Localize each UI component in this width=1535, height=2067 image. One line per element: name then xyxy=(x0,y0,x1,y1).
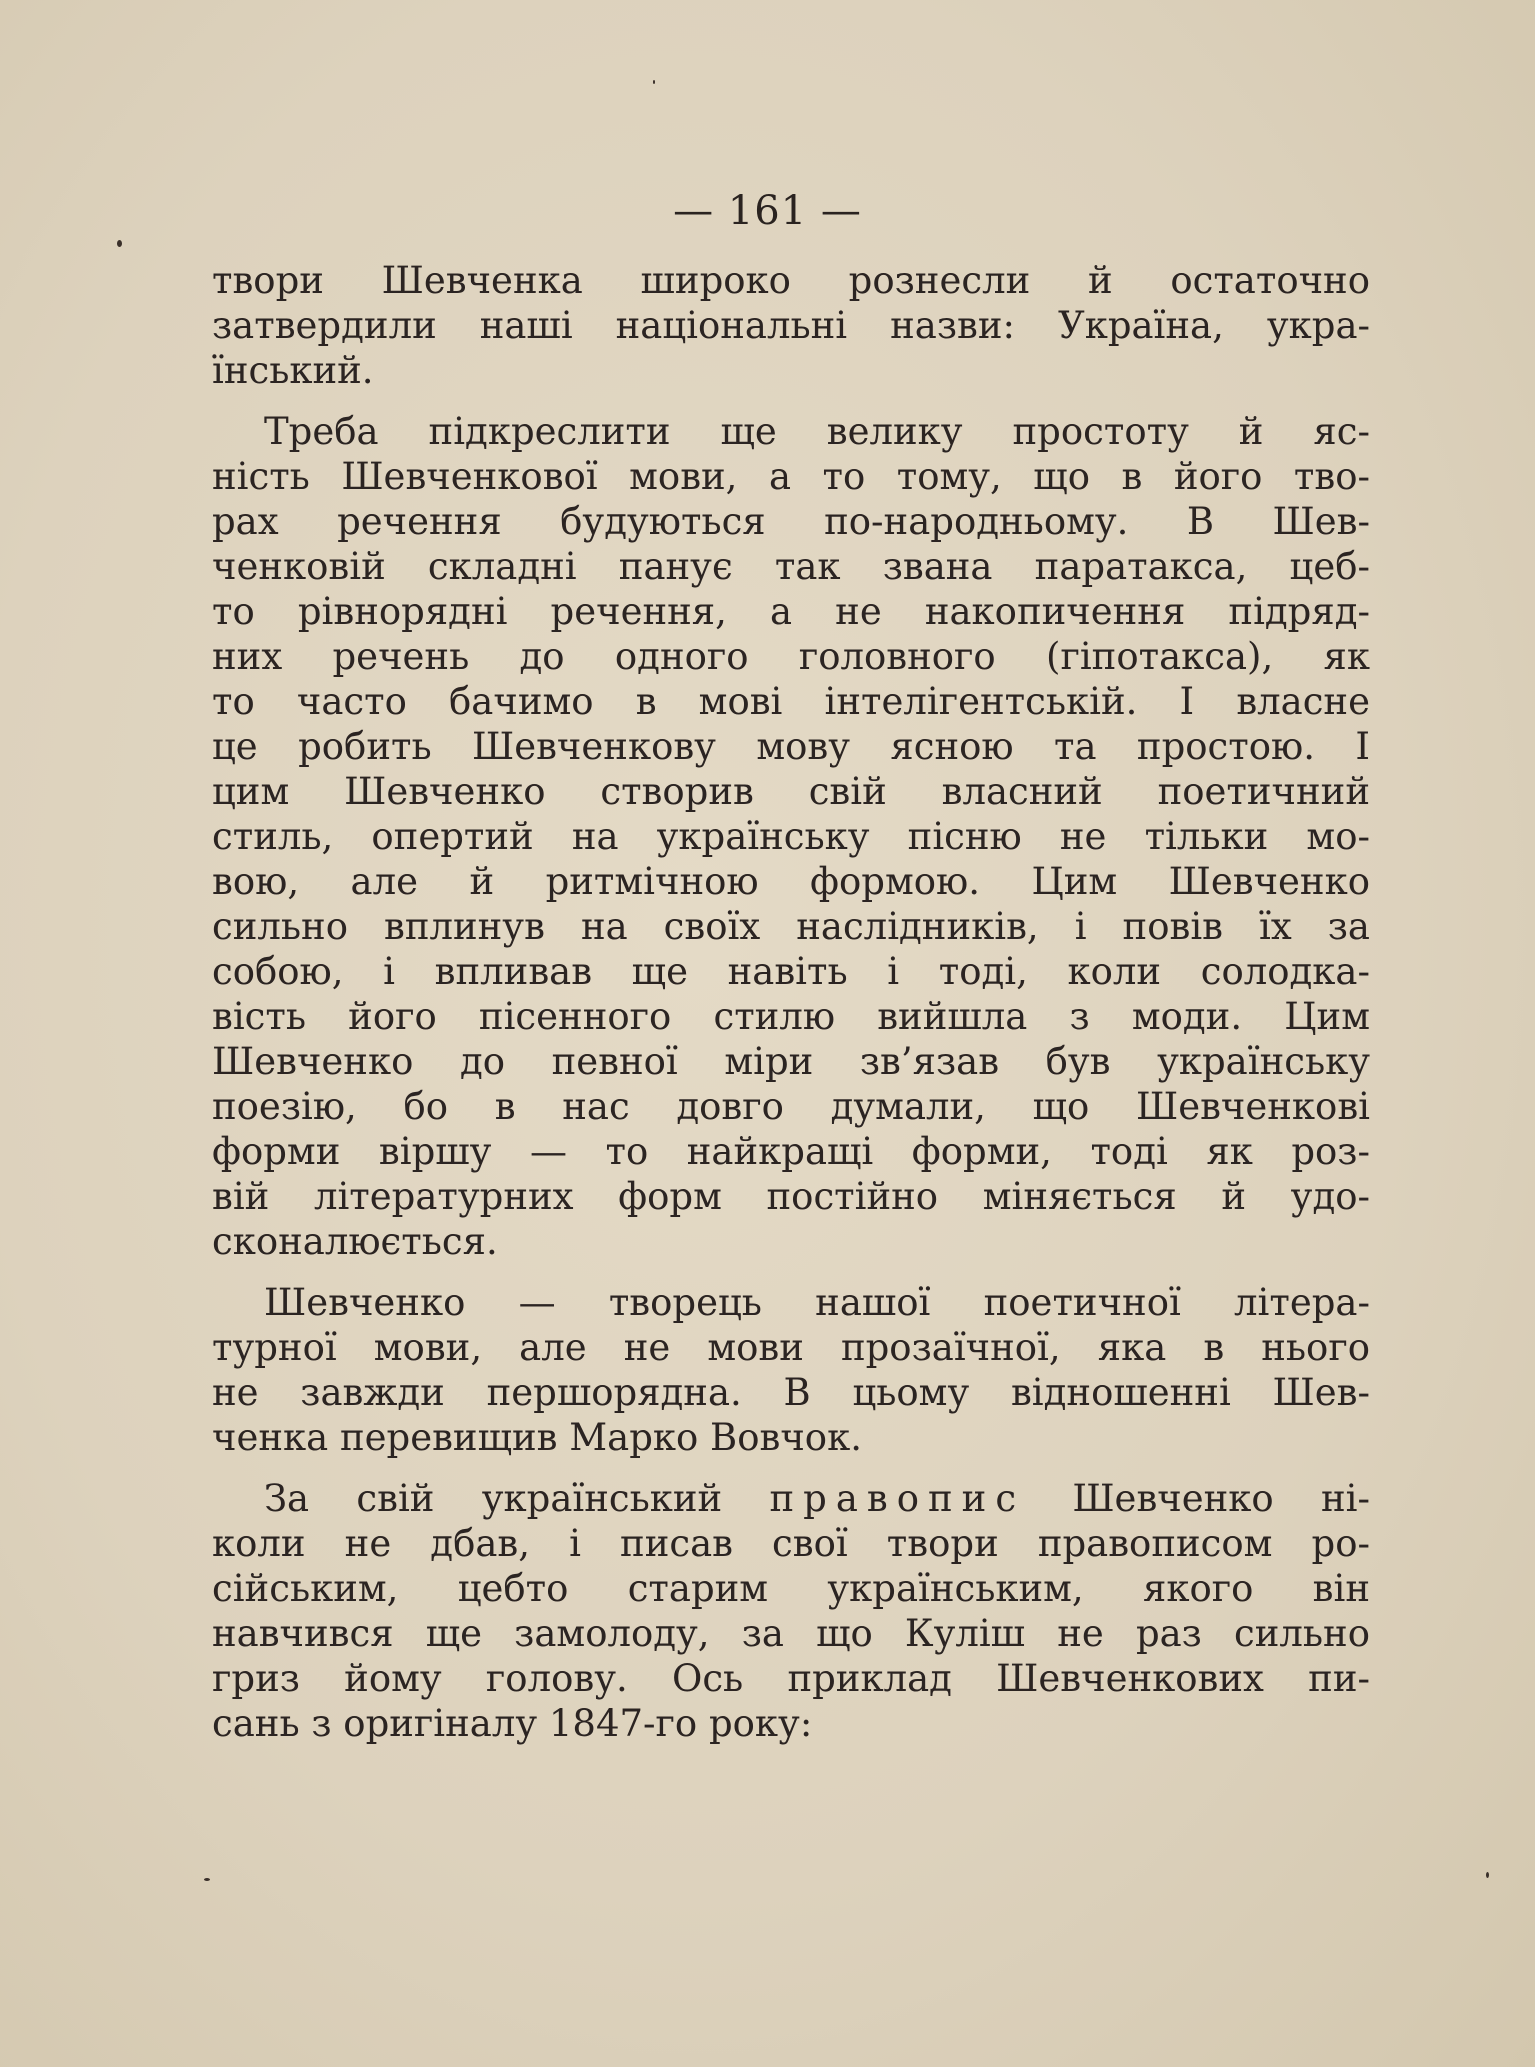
paragraph-1 xyxy=(212,258,1370,393)
text-line: вою, але й ритмічною формою. Цим Шевченко xyxy=(212,860,1370,903)
page-number: — 161 — xyxy=(673,188,862,234)
text-line: ченка перевищив Марко Вовчок. xyxy=(212,1416,862,1459)
paragraph-4 xyxy=(212,1476,1370,1746)
text-line: гриз йому голову. Ось приклад Шевченкових пи- xyxy=(212,1657,1370,1700)
paper-speck xyxy=(117,240,122,247)
text-line: їнський. xyxy=(212,349,374,392)
text-line: ченковій складні панує так звана паратакса, цеб- xyxy=(212,545,1370,588)
text-line: поезію, бо в нас довго думали, що Шевченкові xyxy=(212,1085,1370,1128)
paper-speck xyxy=(1486,1872,1489,1878)
text-line: коли не дбав, і писав свої твори правописом ро- xyxy=(212,1522,1370,1565)
paragraph-3 xyxy=(212,1280,1370,1460)
text-segment: Шевченко ні- xyxy=(1025,1477,1370,1520)
text-line: Шевченко — творець нашої поетичної літера- xyxy=(264,1281,1370,1324)
text-line: вій літературних форм постійно міняється й удо- xyxy=(212,1175,1370,1218)
text-line: не завжди першорядна. В цьому відношенні Шев- xyxy=(212,1371,1370,1414)
spaced-word: правопис xyxy=(769,1477,1026,1520)
text-line: то рівнорядні речення, а не накопичення підряд- xyxy=(212,590,1370,633)
text-line: стиль, опертий на українську пісню не тільки мо- xyxy=(212,815,1370,858)
text-line: собою, і впливав ще навіть і тоді, коли солодка- xyxy=(212,950,1370,993)
text-line: цим Шевченко створив свій власний поетичний xyxy=(212,770,1370,813)
body-text xyxy=(212,258,1370,1762)
text-line: затвердили наші національні назви: Україна, укра- xyxy=(212,304,1370,347)
text-line: сконалюється. xyxy=(212,1220,498,1263)
text-line: сильно вплинув на своїх наслідників, і повів їх за xyxy=(212,905,1370,948)
text-line: це робить Шевченкову мову ясною та простою. І xyxy=(212,725,1370,768)
text-line: сійським, цебто старим українським, якого він xyxy=(212,1567,1370,1610)
paper-speck xyxy=(204,1878,210,1881)
text-line: турної мови, але не мови прозаїчної, яка в нього xyxy=(212,1326,1370,1369)
text-line: Шевченко до певної міри зв’язав був українську xyxy=(212,1040,1370,1083)
text-line: ність Шевченкової мови, а то тому, що в його тво- xyxy=(212,455,1370,498)
text-line: то часто бачимо в мові інтелігентській. І власне xyxy=(212,680,1370,723)
text-line: рах речення будуються по-народньому. В Шев- xyxy=(212,500,1370,543)
text-line: них речень до одного головного (гіпотакса), як xyxy=(212,635,1370,678)
text-line: Треба підкреслити ще велику простоту й яс- xyxy=(264,410,1370,453)
text-segment: За свій український xyxy=(264,1477,770,1520)
paper-speck xyxy=(653,80,655,84)
text-line: форми віршу — то найкращі форми, тоді як роз- xyxy=(212,1130,1370,1173)
text-line-spaced xyxy=(212,1476,1370,1521)
text-line: вість його пісенного стилю вийшла з моди. Цим xyxy=(212,995,1370,1038)
paragraph-2 xyxy=(212,409,1370,1264)
text-line: навчився ще замолоду, за що Куліш не раз сильно xyxy=(212,1612,1370,1655)
text-line: твори Шевченка широко рознесли й остаточно xyxy=(212,259,1370,302)
text-line: сань з оригіналу 1847-го року: xyxy=(212,1702,813,1745)
